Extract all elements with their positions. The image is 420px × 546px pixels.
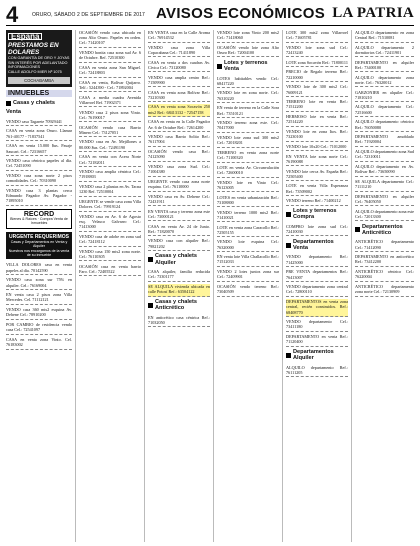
classified-ad: VENDO departamento zona central Cel.: 72800110 — [286, 284, 348, 297]
classified-ad: ALQUILO departamento zona norte. Cel.: 76320012 — [355, 75, 414, 88]
classified-ad: ANTICRÉTICO departamento Cel.: 71412090 — [355, 239, 414, 252]
column-6 — [351, 30, 414, 542]
classified-ad: OCASIÓN vendo lote zona Alto Oruro Ref.: 72004100 — [217, 45, 279, 58]
classified-ad: EN VENTA casa y terreno zona este Cel.: 73000121 — [148, 209, 210, 222]
classified-ad: SE ALQUILA departamento Cel.: 71111210 — [355, 179, 414, 192]
classified-ad: ALQUILO departamento céntrico Ref.: 76050080 — [355, 119, 414, 132]
classified-ad: DEPARTAMENTO en alquiler Ref.: 73400100 — [355, 60, 414, 73]
section-title: AVISOS ECONÓMICOS — [156, 5, 326, 22]
classified-ad: VENDO lote zona Vinto 200 mts2 Cel.: 71418060 — [217, 30, 279, 43]
classified-ad: VENDO lote de 300 mts2 Cel.: 76009121 — [286, 84, 348, 97]
highlighted-ad: CASA en venta zona Socavón 250 mts2 Ref.: 68413132 - 72547158 — [148, 104, 210, 117]
column-2 — [75, 30, 141, 542]
classified-ad: VENDO 2 lotes juntos zona sur Cel.: 72409901 — [217, 269, 279, 282]
classified-ad: OCASIÓN vendo casa ubicada en zona Alto Oruro. Papeles en orden. Cel.: 71420107 — [79, 30, 141, 48]
classified-ad: GARZONIER en alquiler Cel.: 71810210 — [355, 90, 414, 103]
page-number: 4 — [6, 2, 19, 27]
classified-ad: VENDO casa zona Villa Copacabana Cel.: 71411890 — [148, 45, 210, 58]
classified-ad: VENDO lote 10x20 Cel.: 71012000 — [286, 144, 348, 151]
classified-ad: VENDO lote en zona Itos. Ref.: 73230100 — [286, 129, 348, 142]
bullet-square-icon — [286, 243, 291, 248]
classified-ad: CASA en venta a dos cuadras Av. Cívica Cel.: 73120080 — [148, 60, 210, 73]
subsection-departamentos-venta: Departamentos Venta — [286, 239, 348, 252]
classified-ad: VENDO terreno Ref.: 71400212 — [286, 198, 348, 205]
classified-ad: DEPARTAMENTO en alquiler Cel.: 76405050 — [355, 194, 414, 207]
classified-ad: EN venta lote Villa Challacollo Ref.: 71512033 — [217, 254, 279, 267]
classified-ad: LOTE en venta zona Caracollo Ref.: 72505155 — [217, 225, 279, 238]
classified-ad: VENDO casa 150 mts2 zona norte. Cel.: 76110305 — [79, 249, 141, 262]
subsection-lotes-venta: Lotes y terrenos Venta — [217, 60, 279, 73]
subsection-venta: Venta — [6, 109, 21, 116]
classified-ad: CASA alquiler, familia reducida Cel.: 73301177 — [148, 269, 210, 282]
classified-ad: ALQUILO departamento zona este Cel.: 72013300 — [355, 209, 414, 222]
espana-logo: España — [8, 33, 42, 40]
classified-ad: VENDO terreno zona este. Cel.: 70417000 — [217, 120, 279, 133]
classified-ad: EN VENTA casa en la Calle Aroma Cel.: 76914532 — [148, 30, 210, 43]
column-5 — [282, 30, 348, 542]
classified-ad: VENDO casa con alquiler Ref.: 79821202 — [148, 238, 210, 251]
classified-ad: VENDO casa Barrio Solito Ref.: 76117004 — [148, 134, 210, 147]
classified-ad: EN anticrético casa céntrica Ref.: 71032050 — [148, 315, 210, 328]
subsection-casas-anticretico: Casas y chalets Anticrético — [148, 299, 210, 312]
classified-ad: VENDO lote zona sud Cel.: 72413240 — [286, 45, 348, 58]
classified-ad: CASA en venta en la Calle Pagador Av. 6 de Octubre Ref.: 72614200 — [148, 119, 210, 132]
classified-ad: PRECIO de Regalo terreno Ref.: 72210000 — [286, 69, 348, 82]
column-1 — [6, 30, 72, 542]
classified-ad: HERMOSO lote en venta Ref.: 72514220 — [286, 114, 348, 127]
classified-ad: VENDO bonita casa zona sud Av. 6 de Octubre. Ref. 72510300 — [79, 50, 141, 63]
classified-ad: VENDO casa 360 mts2 esquina Av. Dehene Cel.: 78910200 — [6, 307, 72, 320]
promo-line: CALLE ADOLFO MIER Nº 1075 — [8, 69, 62, 74]
classified-ad: CASA en venta con Acera Norte Cel.: 72182011 — [79, 154, 141, 167]
subsection-casas-alquiler: Casas y chalets Alquiler — [148, 253, 210, 266]
promo-line: CON GARANTÍA DE ORO Y JOYAS — [8, 56, 70, 61]
promo-espana-ad — [6, 30, 72, 87]
bullet-square-icon — [148, 303, 153, 308]
classified-ad: VENDO casa zona norte 2 pisos comodidades. Cel.: 70310090 — [6, 173, 72, 186]
classified-ad: PRE VENTA departamentos Ref.: 76413007 — [286, 269, 348, 282]
classified-ad: OCASIÓN vendo casa Barrio Minero Cel.: 73127051 — [79, 125, 141, 138]
urgent-ad — [6, 232, 72, 260]
urgent-cta: Nuestros nos encargamos de la venta de su inmueble — [8, 248, 70, 258]
highlighted-ad: SE ALQUILA vivienda ubicada en calle Potosí Ref.: 63504122 — [148, 284, 210, 297]
classified-ad: VENDO lote en zona norte. Cel.: 76310220 — [217, 90, 279, 103]
newspaper-brand: LA PATRIA — [332, 5, 414, 21]
classified-ad: ANTICRÉTICO céntrico Cel.: 76220004 — [355, 269, 414, 282]
classified-ad: VENDO casa en Av. Dehene Cel.: 72431911 — [148, 194, 210, 207]
classified-ad: ALQUILO departamento Ref.: 76111205 — [286, 365, 348, 378]
promo-line: INFORMACIONES — [8, 65, 41, 70]
classified-ad: LOTES habitables vendo Cel.: 68417220 — [217, 76, 279, 89]
classified-ad: VENDO casa céntrica papeles al día. Cel. 72451090 — [6, 158, 72, 171]
classified-ad: VENDO casa Tagarete 70929441 — [6, 119, 72, 126]
column-4 — [213, 30, 279, 542]
subsection-casas-chalets: Casas y chalets — [6, 100, 72, 106]
classified-ad: ALQUILO departamento en Av. Bolívar Ref.: 73650090 — [355, 164, 414, 177]
classified-ad: ANTICRÉTICO departamento zona norte Cel.: 72130909 — [355, 284, 414, 297]
classified-ad: URGENTE vendo casa zona norte esquina. Cel.: 76110000 — [148, 179, 210, 192]
classified-ad: CASA en venta zona Bolívar Ref.: 73210300 — [148, 90, 210, 103]
promo-headline: PRESTAMOS EN DOLARES — [8, 42, 59, 57]
classified-ad: URGENTE se vende casa zona Villa Dolores. Cel.: 79919124 — [79, 199, 141, 212]
bullet-square-icon — [6, 101, 11, 106]
classified-ad: ALQUILO departamento Cel.: 72516600 — [355, 104, 414, 117]
classified-ad: EN venta de terreno en la Calle Sora Ref.: 73510121 — [217, 105, 279, 118]
classified-ad: CASA en venta Av. 24 de Junio. Ref.: 71820070 — [148, 224, 210, 237]
classified-ad: VILLA DOLORES casa en venta papeles al día. 70142590 — [6, 262, 72, 275]
classified-ad: DEPARTAMENTO amoblado Ref.: 71920004 — [355, 134, 414, 147]
classified-ad: LOTES en venta urbanización Ref.: 73108800 — [217, 195, 279, 208]
classified-ad: VENDO casa 3 plantas cerca Edmundo Pagador Av. Pagador - 71895010 — [6, 188, 72, 206]
classified-ad: CASA en venta, Bolívar Quijarro. Telf.: 5244390 - Cel.: 71892004 — [79, 80, 141, 93]
dateline: ORURO, SÁBADO 2 DE SEPTIEMBRE DE 2017 — [32, 12, 145, 18]
classified-ad: VENDO terreno 1000 mts2 Ref.: 71410021 — [217, 210, 279, 223]
classified-ad: OCASIÓN vendo casa Ref.: 74125090 — [148, 149, 210, 162]
classified-ad: VENDO lote esquina Cel.: 76320000 — [217, 239, 279, 252]
classified-ad: OCASIÓN casa en venta barrio Faro. Cel.: 72405522 — [79, 264, 141, 277]
urgent-subtitle: Casas y Departamentos en Venta y Alquiler — [10, 239, 68, 249]
record-title: RECORD — [23, 210, 55, 218]
urgent-title: URGENTE REQUERIMOS — [8, 233, 69, 240]
classified-ad: TERRENO en venta zona norte Cel.: 71100320 — [217, 150, 279, 163]
classified-ad: ALQUILO departamento en zona Central Ref.: 71510081 — [355, 30, 414, 43]
classified-ad: CASA a media cuadra Avenida Villarroel Ref. 71902371 — [79, 95, 141, 108]
classified-ad: LOTE zona Socavón Ref.: 71800111 — [286, 60, 348, 67]
classified-ad: ALQUILO departamento 2 dormitorios Cel.: 72411901 — [355, 45, 414, 58]
section-inmuebles: INMUEBLES — [6, 90, 72, 97]
classified-ad: VENDO lote en Vinto Cel.: 76123005 — [217, 180, 279, 193]
classifieds-columns — [6, 30, 414, 542]
classified-ad: POR CAMBIO de residencia vendo casa Cel.: 72541097 — [6, 322, 72, 335]
classified-ad: VENDO casa en Av. Mejillones a 80.000 $us. Cel.: 72491190 — [79, 139, 141, 152]
classified-ad: VENDO lote cerca Av. España Ref.: 72505400 — [286, 169, 348, 182]
classified-ad: LOTE en venta Villa Esperanza Ref.: 73509002 — [286, 183, 348, 196]
subsection-lotes-compra: Lotes y terrenos Compra — [286, 208, 348, 221]
bullet-square-icon — [286, 353, 291, 358]
classified-ad: VENDO casa amplia centro Ref.: 71509900 — [148, 75, 210, 88]
highlighted-ad: DEPARTAMENTOS en venta zona central, recién construidos. Ref.: 68408770 — [286, 299, 348, 317]
classified-ad: CASA en venta 15.000 $us. Pasaje Saucari. Cel.: 72316657 — [6, 143, 72, 156]
classified-ad: VENDO casa 2 plantas en Av. Tacna 1230 Ref. 72510004 — [79, 184, 141, 197]
classified-ad: EN venta casa 2 pisos zona Villa Mercedes. Cel. 71112121 — [6, 292, 72, 305]
classified-ad: VENDO casa de adobe en zona sud Cel.: 72418112 — [79, 234, 141, 247]
classified-ad: TERRENO lote en venta Ref.: 71512200 — [286, 99, 348, 112]
classified-ad: DEPARTAMENTO en venta Ref.: 71120400 — [286, 334, 348, 347]
classified-ad: OCASIÓN vendo terreno Ref.: 73040509 — [217, 284, 279, 297]
classified-ad: VENDO departamento Cel.: 73411180 — [286, 319, 348, 332]
column-3 — [144, 30, 210, 542]
classified-ad: VENDO casa zona sur 75% en alquiler. Cel.: 76169004 — [6, 277, 72, 290]
subsection-departamentos-alquiler: Departamentos Alquiler — [286, 349, 348, 362]
classified-ad: DEPARTAMENTO en anticrético Ref.: 73412200 — [355, 254, 414, 267]
subsection-departamentos-anticretico: Departamentos Anticrético — [355, 224, 414, 237]
classified-ad: LOTE 300 mts2 zona Villarroel Cel.: 71605781 — [286, 30, 348, 43]
classified-ad: ALQUILO departamento zona Sud Cel.: 72310011 — [355, 149, 414, 162]
classified-ad: LOTE en venta Av. Circunvalación Cel.: 72600010 — [217, 165, 279, 178]
classified-ad: VENDO lote zona sud 300 mts2 Cel.: 72018201 — [217, 135, 279, 148]
promo-line: SIN INTERÉS POR ADELANTADO — [8, 60, 68, 65]
classified-ad: EN VENTA lote zona norte Cel.: 76190088 — [286, 154, 348, 167]
classified-ad: VENDO casa zona Sud. Cel.: 71004380 — [148, 164, 210, 177]
classified-ad: VENDO departamento Ref.: 71425000 — [286, 254, 348, 267]
classified-ad: VENDO casa 2 pisos zona Vinto. Cel.: 76190017 — [79, 110, 141, 123]
bullet-square-icon — [148, 257, 153, 262]
page-header — [6, 4, 414, 26]
bullet-square-icon — [286, 212, 291, 217]
record-subtitle: Bienes & Raíces · Compra Venta de Inmuebles — [10, 217, 68, 226]
bullet-square-icon — [217, 64, 222, 69]
bullet-square-icon — [355, 227, 360, 232]
record-ad — [6, 209, 72, 229]
classified-ad: VENDO casa amplia céntrica Cel.: 71918803 — [79, 169, 141, 182]
classified-ad: CASA en venta zona San Miguel. Cel.: 72418803 — [79, 65, 141, 78]
promo-badge: COCHABAMBA — [8, 77, 70, 84]
classified-ad: CASA en venta zona Vinto. Cel. 76183002 — [6, 337, 72, 350]
classified-ad: COMPRO lote zona sud Cel.: 72410030 — [286, 224, 348, 237]
classified-ad: VENDO casa en Av. 6 de Agosto esq. Velasco Galvarro Cel.: 71413000 — [79, 214, 141, 232]
classified-ad: CASA en venta zona Oruro. Llamar 761-40177 - 71837541 — [6, 128, 72, 141]
